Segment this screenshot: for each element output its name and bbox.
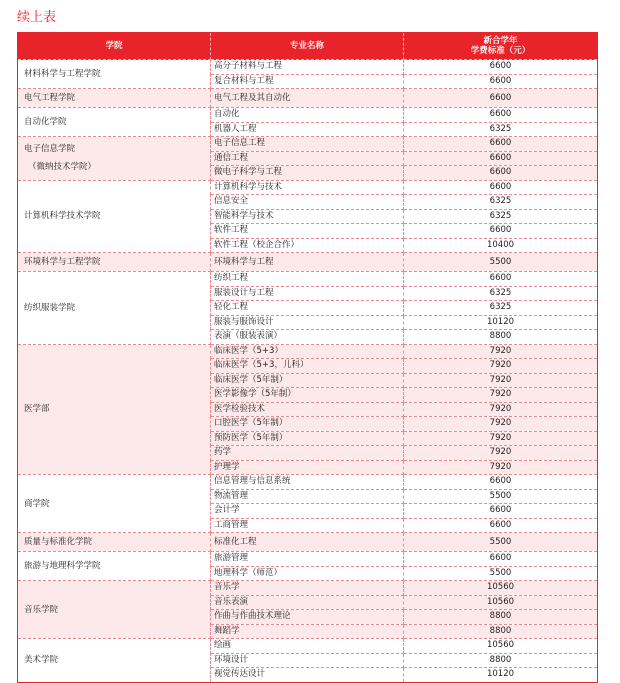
major-cell: 智能科学与技术 [211, 209, 404, 224]
header-college: 学院 [18, 33, 211, 60]
major-cell: 护理学 [211, 460, 404, 475]
fee-cell: 10560 [404, 595, 598, 610]
table-row [18, 639, 598, 654]
fee-cell: 10560 [404, 639, 598, 654]
fee-cell: 7920 [404, 388, 598, 403]
fee-cell: 6600 [404, 74, 598, 89]
major-cell: 绘画 [211, 639, 404, 654]
college-cell [18, 581, 211, 639]
major-cell: 自动化 [211, 108, 404, 123]
table-row [18, 533, 598, 552]
fee-cell: 6600 [404, 180, 598, 195]
college-name: 音乐学院 [24, 604, 59, 615]
major-cell: 药学 [211, 446, 404, 461]
table-row [18, 344, 598, 359]
major-cell: 视觉传达设计 [211, 668, 404, 683]
table-caption: 续上表 [17, 10, 57, 25]
fee-cell: 6600 [404, 108, 598, 123]
fee-cell: 7920 [404, 373, 598, 388]
table-row [18, 552, 598, 567]
major-cell: 服装设计与工程 [211, 286, 404, 301]
major-cell: 临床医学（5+3，儿科） [211, 359, 404, 374]
major-cell: 音乐学 [211, 581, 404, 596]
college-cell [18, 108, 211, 137]
fee-cell: 7920 [404, 431, 598, 446]
fee-cell: 7920 [404, 417, 598, 432]
major-cell: 高分子材料与工程 [211, 60, 404, 75]
fee-cell: 7920 [404, 402, 598, 417]
college-cell [18, 60, 211, 89]
fee-cell: 8800 [404, 624, 598, 639]
college-name: 美术学院 [24, 655, 59, 666]
header-row [18, 33, 598, 60]
fee-cell: 7920 [404, 460, 598, 475]
major-cell: 环境科学与工程 [211, 253, 404, 272]
fee-cell: 6600 [404, 272, 598, 287]
fee-cell: 8800 [404, 653, 598, 668]
college-name: 计算机科学技术学院 [24, 211, 101, 222]
college-cell [18, 253, 211, 272]
college-name: （微纳技术学院） [28, 162, 97, 173]
fee-cell: 6325 [404, 195, 598, 210]
table-header [18, 33, 598, 60]
college-cell [18, 344, 211, 475]
table-row [18, 581, 598, 596]
major-cell: 医学检验技术 [211, 402, 404, 417]
major-cell: 会计学 [211, 504, 404, 519]
fee-cell: 6600 [404, 137, 598, 152]
fee-cell: 5500 [404, 253, 598, 272]
fee-cell: 7920 [404, 359, 598, 374]
fee-cell: 10120 [404, 315, 598, 330]
fee-cell: 6325 [404, 286, 598, 301]
fee-cell: 6600 [404, 151, 598, 166]
fee-cell: 5500 [404, 566, 598, 581]
fee-cell: 6325 [404, 209, 598, 224]
fee-cell: 6600 [404, 60, 598, 75]
major-cell: 舞蹈学 [211, 624, 404, 639]
college-name: 旅游与地理科学学院 [24, 561, 101, 571]
fee-cell: 6600 [404, 552, 598, 567]
fee-cell: 6600 [404, 89, 598, 108]
college-name: 电子信息学院 [24, 144, 76, 155]
fee-cell: 5500 [404, 489, 598, 504]
fee-cell: 6325 [404, 122, 598, 137]
major-cell: 轻化工程 [211, 301, 404, 316]
table-row [18, 137, 598, 152]
major-cell: 音乐表演 [211, 595, 404, 610]
fee-cell: 8800 [404, 610, 598, 625]
college-name: 商学院 [24, 498, 50, 509]
major-cell: 复合材料与工程 [211, 74, 404, 89]
major-cell: 电子信息工程 [211, 137, 404, 152]
major-cell: 预防医学（5年制） [211, 431, 404, 446]
fee-cell: 6600 [404, 518, 598, 533]
table-row [18, 60, 598, 75]
major-cell: 作曲与作曲技术理论 [211, 610, 404, 625]
major-cell: 工商管理 [211, 518, 404, 533]
major-cell: 标准化工程 [211, 533, 404, 552]
college-cell [18, 475, 211, 533]
fee-cell: 6600 [404, 504, 598, 519]
major-cell: 电气工程及其自动化 [211, 89, 404, 108]
major-cell: 临床医学（5+3） [211, 344, 404, 359]
fee-cell: 10120 [404, 668, 598, 683]
fee-cell: 8800 [404, 330, 598, 345]
fee-cell: 6600 [404, 166, 598, 181]
college-name: 电气工程学院 [24, 93, 76, 103]
fee-cell: 10400 [404, 238, 598, 253]
header-fee-line1: 新合学年 [483, 36, 518, 46]
fee-cell: 5500 [404, 533, 598, 552]
major-cell: 医学影像学（5年制） [211, 388, 404, 403]
major-cell: 口腔医学（5年制） [211, 417, 404, 432]
college-cell [18, 533, 211, 552]
major-cell: 微电子科学与工程 [211, 166, 404, 181]
major-cell: 通信工程 [211, 151, 404, 166]
header-fee [404, 33, 598, 60]
college-cell [18, 180, 211, 253]
major-cell: 旅游管理 [211, 552, 404, 567]
college-name: 纺织服装学院 [24, 302, 76, 313]
college-cell [18, 552, 211, 581]
college-name: 材料科学与工程学院 [24, 69, 101, 79]
table-row [18, 272, 598, 287]
major-cell: 表演（服装表演） [211, 330, 404, 345]
major-cell: 临床医学（5年制） [211, 373, 404, 388]
table-row [18, 253, 598, 272]
major-cell: 软件工程 [211, 224, 404, 239]
college-cell [18, 272, 211, 345]
fee-cell: 6325 [404, 301, 598, 316]
header-major: 专业名称 [211, 33, 404, 60]
fee-cell: 6600 [404, 475, 598, 490]
fee-cell: 10560 [404, 581, 598, 596]
major-cell: 信息安全 [211, 195, 404, 210]
fee-cell: 6600 [404, 224, 598, 239]
major-cell: 信息管理与信息系统 [211, 475, 404, 490]
major-cell: 软件工程（校企合作） [211, 238, 404, 253]
major-cell: 物流管理 [211, 489, 404, 504]
major-cell: 地理科学（师范） [211, 566, 404, 581]
fee-cell: 7920 [404, 344, 598, 359]
college-cell [18, 137, 211, 181]
college-name: 环境科学与工程学院 [24, 257, 101, 267]
major-cell: 服装与服饰设计 [211, 315, 404, 330]
fee-cell: 7920 [404, 446, 598, 461]
college-name: 医学部 [24, 404, 50, 415]
tuition-table [17, 32, 598, 683]
major-cell: 纺织工程 [211, 272, 404, 287]
college-cell [18, 89, 211, 108]
college-name: 自动化学院 [24, 117, 67, 127]
major-cell: 计算机科学与技术 [211, 180, 404, 195]
table-row [18, 108, 598, 123]
table-row [18, 89, 598, 108]
college-cell [18, 639, 211, 683]
table-body [18, 60, 598, 683]
header-fee-line2: 学费标准（元） [470, 46, 531, 56]
major-cell: 机器人工程 [211, 122, 404, 137]
table-row [18, 475, 598, 490]
table-row [18, 180, 598, 195]
major-cell: 环境设计 [211, 653, 404, 668]
college-name: 质量与标准化学院 [24, 537, 93, 547]
